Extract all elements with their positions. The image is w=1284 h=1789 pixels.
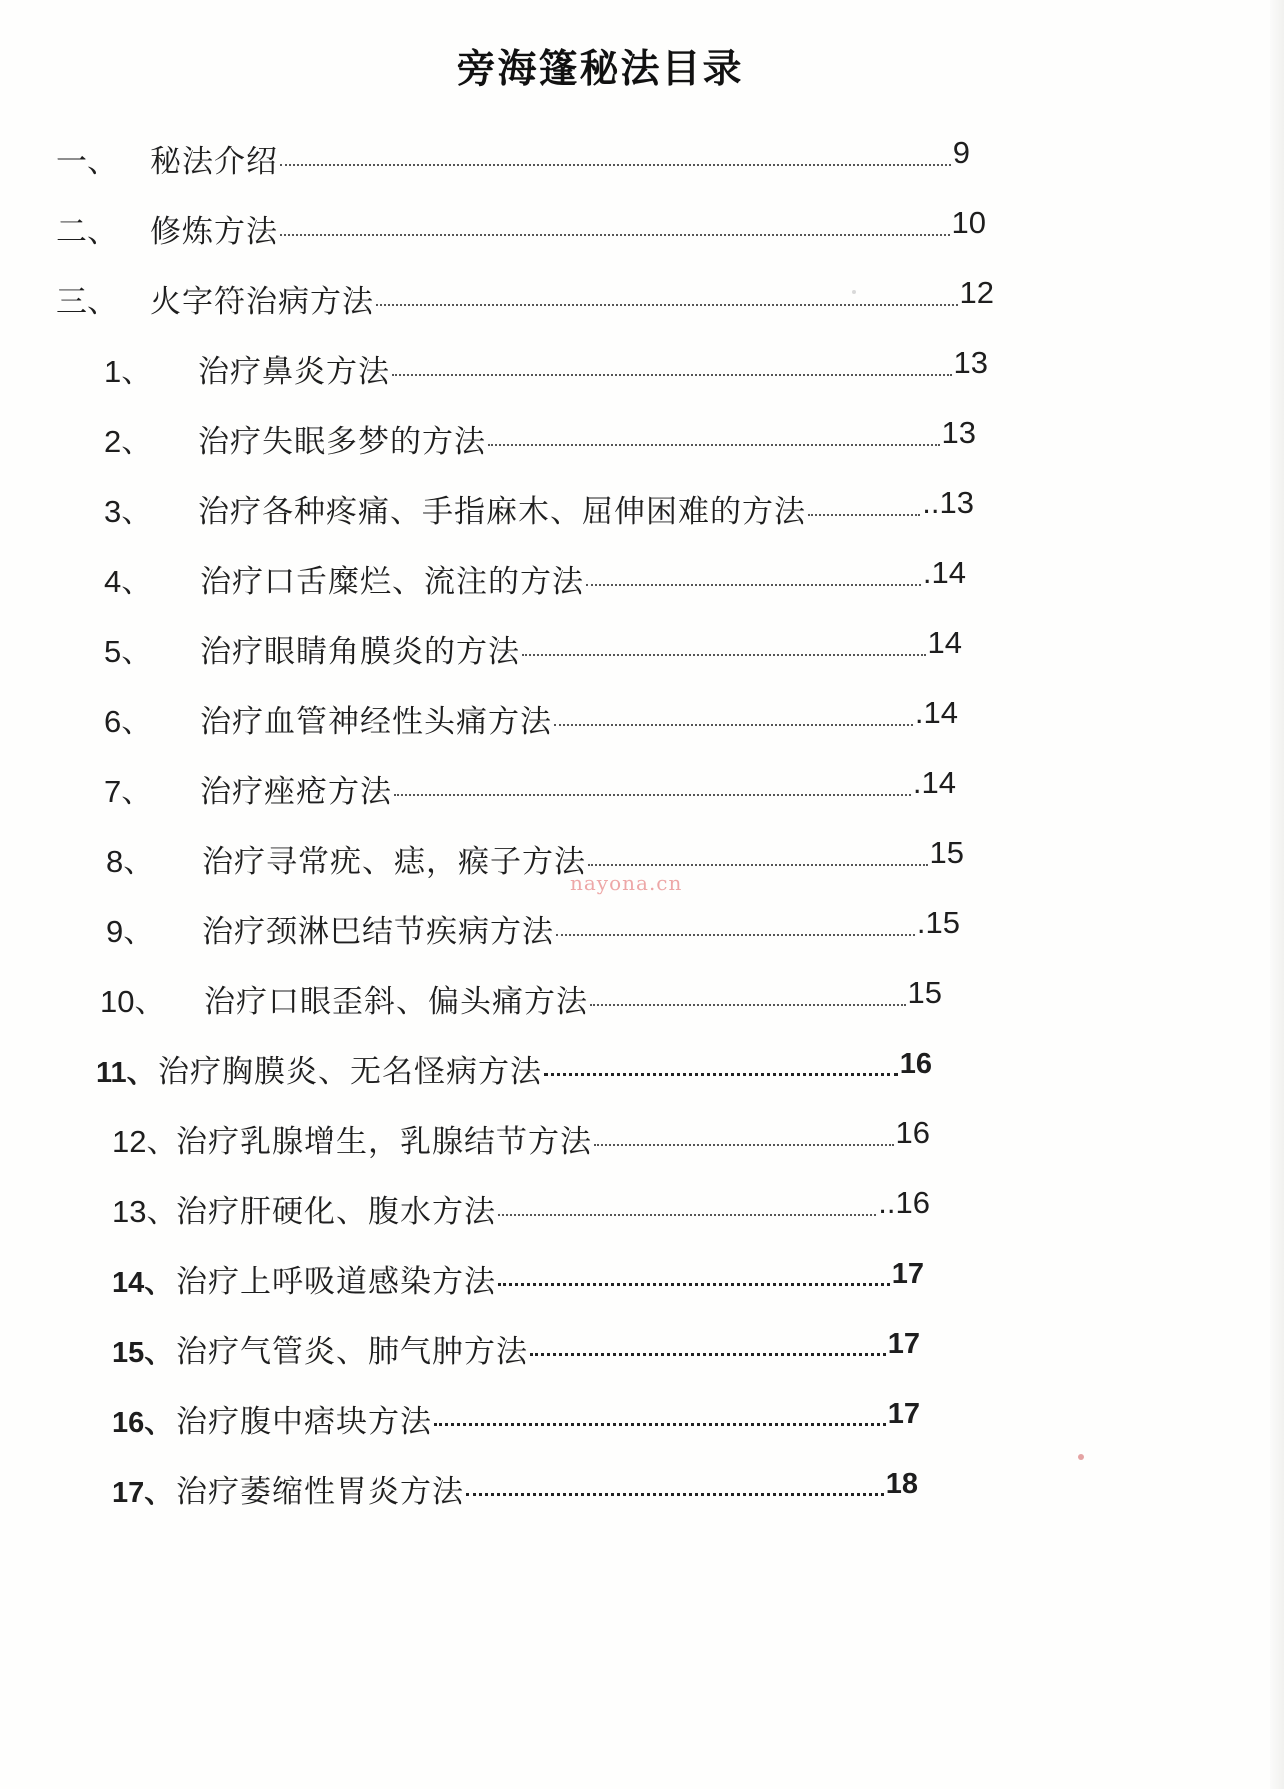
toc-entry-title: 治疗眼睛角膜炎的方法 <box>200 634 520 670</box>
scan-speck <box>1078 1454 1084 1460</box>
toc-entry-title: 治疗鼻炎方法 <box>198 354 390 390</box>
toc-dot-leader <box>376 304 958 306</box>
toc-dot-leader <box>498 1283 890 1286</box>
toc-entry-number: 3、 <box>104 494 153 529</box>
toc-dot-leader <box>280 234 950 236</box>
toc-entry[interactable] <box>104 486 974 536</box>
toc-dot-leader <box>280 164 951 166</box>
toc-entry-title: 治疗萎缩性胃炎方法 <box>176 1474 464 1510</box>
toc-entry-title: 治疗气管炎、肺气肿方法 <box>176 1334 528 1370</box>
toc-entry-title: 治疗胸膜炎、无名怪病方法 <box>158 1054 542 1090</box>
toc-entry-number: 6、 <box>104 704 153 739</box>
toc-entry-page: 13 <box>953 345 988 380</box>
toc-entry-number: 12、 <box>112 1124 178 1159</box>
toc-dot-leader <box>466 1493 884 1496</box>
toc-entry-number: 13、 <box>112 1194 178 1229</box>
toc-entry[interactable] <box>106 906 960 956</box>
toc-entry-page: 14 <box>927 625 962 660</box>
toc-entry[interactable] <box>100 976 942 1026</box>
toc-entry-number: 11、 <box>96 1057 156 1089</box>
toc-entry[interactable] <box>56 276 994 326</box>
toc-dot-leader <box>594 1144 894 1146</box>
toc-entry-title: 治疗口眼歪斜、偏头痛方法 <box>204 984 588 1020</box>
toc-entry-page: .14 <box>914 695 958 730</box>
toc-entry-page: 17 <box>887 1328 920 1360</box>
toc-entry-title: 治疗颈淋巴结节疾病方法 <box>202 914 554 950</box>
toc-entry-number: 1、 <box>104 354 153 389</box>
toc-entry-title: 治疗失眠多梦的方法 <box>198 424 486 460</box>
toc-entry[interactable] <box>112 1116 930 1166</box>
toc-entry[interactable] <box>112 1396 920 1446</box>
toc-entry-number: 二、 <box>56 214 118 249</box>
toc-dot-leader <box>522 654 926 656</box>
toc-dot-leader <box>554 724 913 726</box>
toc-entry[interactable] <box>112 1256 924 1306</box>
toc-entry[interactable] <box>104 696 958 746</box>
page-title: 旁海篷秘法目录 <box>456 47 744 92</box>
toc-entry[interactable] <box>112 1326 920 1376</box>
toc-dot-leader <box>544 1073 898 1076</box>
toc-entry-page: 15 <box>929 835 964 870</box>
toc-entry-title: 治疗口舌糜烂、流注的方法 <box>200 564 584 600</box>
toc-dot-leader <box>394 794 911 796</box>
toc-entry-page: 18 <box>885 1468 918 1500</box>
toc-entry-number: 8、 <box>106 844 155 879</box>
toc-entry-number: 三、 <box>56 284 118 319</box>
toc-entry-title: 治疗寻常疣、痣，瘊子方法 <box>202 844 586 880</box>
toc-entry-number: 10、 <box>100 984 166 1019</box>
toc-entry-page: .15 <box>916 905 960 940</box>
toc-dot-leader <box>392 374 952 376</box>
toc-dot-leader <box>488 444 940 446</box>
toc-entry[interactable] <box>104 346 988 396</box>
toc-entry-page: ..13 <box>922 485 974 520</box>
toc-entry-title: 修炼方法 <box>150 214 278 250</box>
toc-entry-number: 4、 <box>104 564 153 599</box>
watermark-text: nayona.cn <box>570 871 683 895</box>
toc-entry-title: 治疗血管神经性头痛方法 <box>200 704 552 740</box>
toc-entry-page: 12 <box>959 275 994 310</box>
toc-entry-number: 2、 <box>104 424 153 459</box>
toc-dot-leader <box>590 1004 906 1006</box>
toc-entry-title: 治疗肝硬化、腹水方法 <box>176 1194 496 1230</box>
toc-entry-page: .14 <box>922 555 966 590</box>
toc-entry-title: 治疗乳腺增生，乳腺结节方法 <box>176 1124 592 1160</box>
toc-entry[interactable] <box>104 766 956 816</box>
toc-entry-number: 一、 <box>56 144 118 179</box>
toc-dot-leader <box>530 1353 886 1356</box>
toc-entry[interactable] <box>106 836 964 886</box>
toc-entry[interactable] <box>96 1046 932 1096</box>
scan-speck <box>852 290 856 294</box>
toc-entry-number: 7、 <box>104 774 153 809</box>
toc-entry-number: 17、 <box>112 1477 174 1509</box>
toc-entry[interactable] <box>104 556 966 606</box>
toc-entry[interactable] <box>112 1186 930 1236</box>
toc-entry-title: 治疗痤疮方法 <box>200 774 392 810</box>
toc-entry-page: 16 <box>899 1048 932 1080</box>
toc-entry-page: 16 <box>895 1115 930 1150</box>
toc-entry-page: 17 <box>887 1398 920 1430</box>
toc-entry-title: 秘法介绍 <box>150 144 278 180</box>
toc-dot-leader <box>586 584 921 586</box>
toc-entry-title: 治疗腹中痞块方法 <box>176 1404 432 1440</box>
toc-dot-leader <box>434 1423 886 1426</box>
toc-entry-page: 15 <box>907 975 942 1010</box>
toc-entry-page: .14 <box>912 765 956 800</box>
toc-entry[interactable] <box>56 136 970 186</box>
toc-entry-number: 9、 <box>106 914 155 949</box>
toc-entry-title: 治疗上呼吸道感染方法 <box>176 1264 496 1300</box>
toc-entry-page: 10 <box>951 205 986 240</box>
toc-entry-number: 14、 <box>112 1267 174 1299</box>
toc-entry-number: 15、 <box>112 1337 174 1369</box>
toc-entry-page: 9 <box>952 135 970 170</box>
toc-entry-number: 5、 <box>104 634 153 669</box>
toc-entry-number: 16、 <box>112 1407 174 1439</box>
toc-dot-leader <box>556 934 915 936</box>
toc-entry[interactable] <box>112 1466 918 1516</box>
toc-entry-page: ..16 <box>878 1185 930 1220</box>
toc-entry[interactable] <box>104 626 962 676</box>
toc-entry-title: 火字符治病方法 <box>150 284 374 320</box>
toc-entry-page: 13 <box>941 415 976 450</box>
toc-dot-leader <box>498 1214 876 1216</box>
toc-dot-leader <box>588 864 928 866</box>
toc-dot-leader <box>808 514 920 516</box>
toc-entry-page: 17 <box>891 1258 924 1290</box>
toc-entry-title: 治疗各种疼痛、手指麻木、屈伸困难的方法 <box>198 494 806 530</box>
toc-entry[interactable] <box>56 206 986 256</box>
toc-entry[interactable] <box>104 416 976 466</box>
